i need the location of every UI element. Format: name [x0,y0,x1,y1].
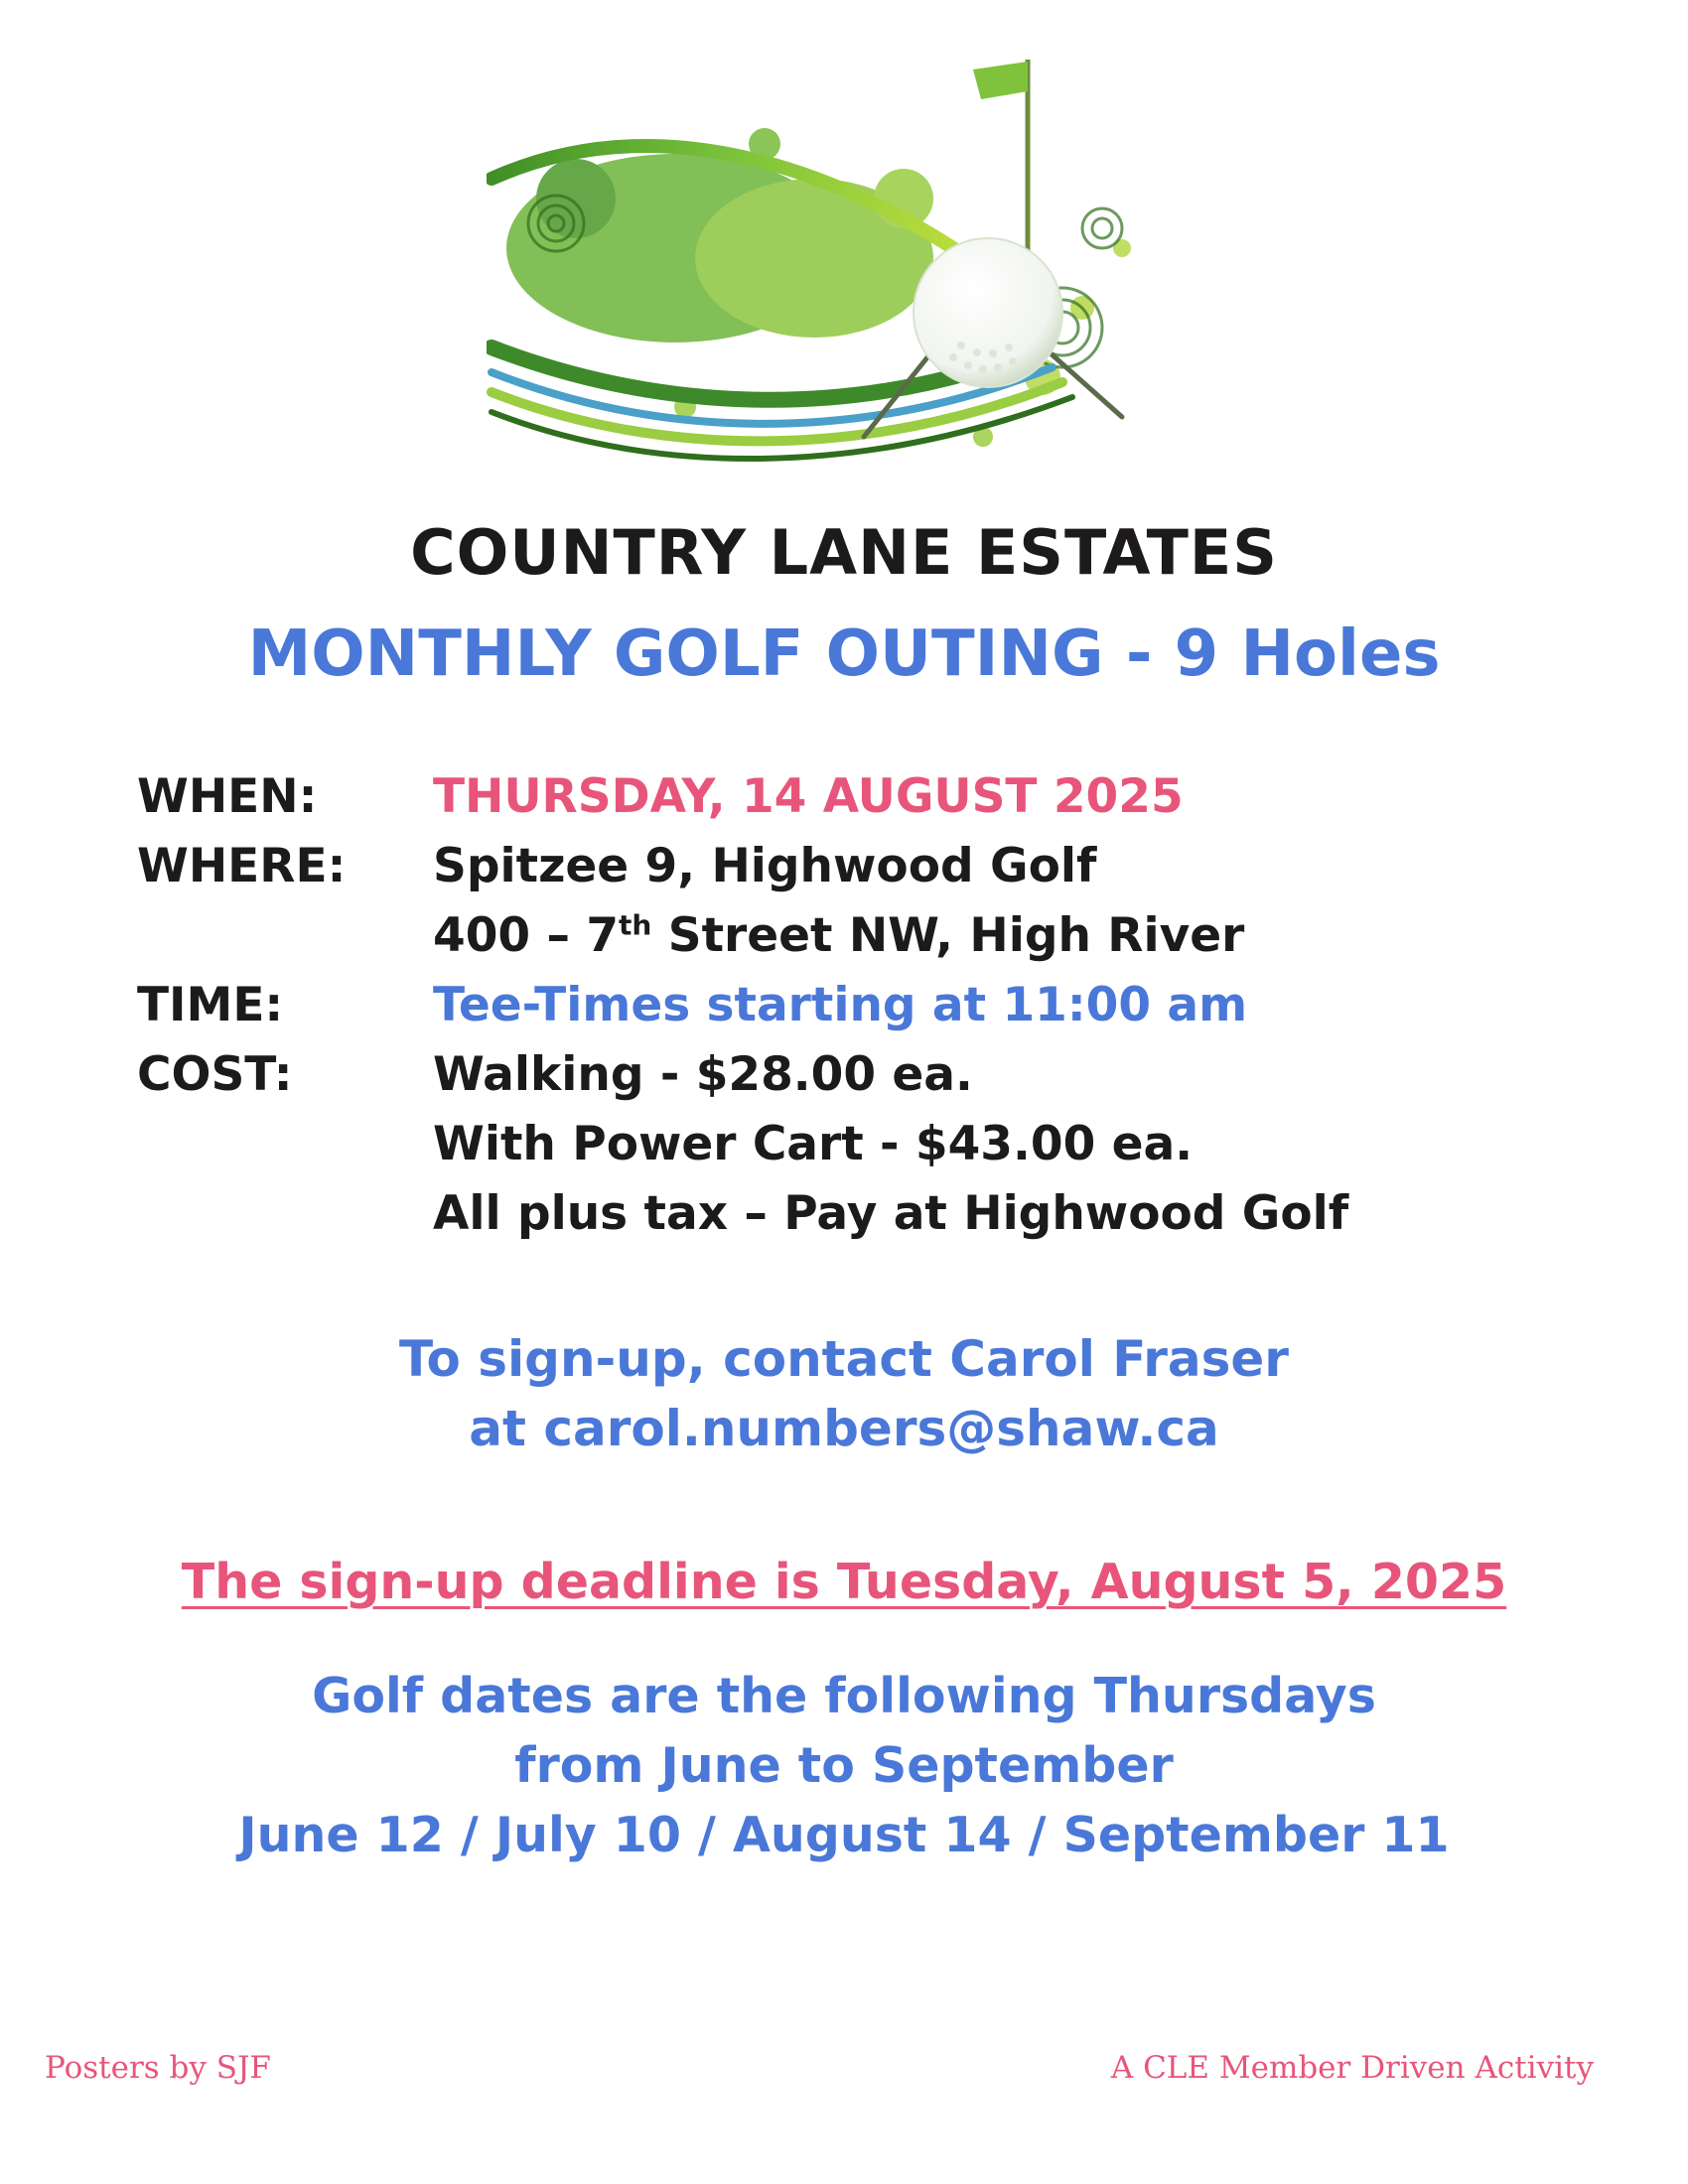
signup-deadline-text: The sign-up deadline is Tuesday, August 5, 2025 [181,1554,1507,1610]
event-title: MONTHLY GOLF OUTING - 9 Holes [247,617,1441,691]
signup-deadline [0,1554,1688,1610]
schedule-range: from June to September [514,1737,1174,1794]
cost-label: COST: [137,1047,293,1102]
golf-splash-artwork [487,50,1162,486]
time-label: TIME: [137,978,284,1032]
cost-line1: Walking - $28.00 ea. [433,1047,973,1102]
where-line2-sup: th [619,908,652,942]
schedule-dates: June 12 / July 10 / August 14 / September 11 [238,1807,1450,1863]
golf-ball-icon [914,238,1062,387]
cost-line2: With Power Cart - $43.00 ea. [433,1117,1194,1171]
organization-name: COUNTRY LANE ESTATES [410,516,1278,589]
time-value: Tee-Times starting at 11:00 am [433,978,1248,1032]
signup-email[interactable]: at carol.numbers@shaw.ca [469,1400,1219,1457]
when-label: WHEN: [137,769,318,824]
where-label: WHERE: [137,839,347,893]
where-line2-pre: 400 – 7 [433,908,620,963]
signup-contact: To sign-up, contact Carol Fraser [399,1330,1289,1388]
footer-tagline: A CLE Member Driven Activity [1110,2050,1594,2086]
footer-credit: Posters by SJF [45,2050,271,2086]
where-line2-post: Street NW, High River [651,908,1245,963]
when-value: THURSDAY, 14 AUGUST 2025 [433,769,1184,824]
cost-line3: All plus tax – Pay at Highwood Golf [433,1186,1349,1241]
schedule-intro: Golf dates are the following Thursdays [312,1668,1376,1724]
where-line2 [433,908,1244,963]
where-line1: Spitzee 9, Highwood Golf [433,839,1097,893]
